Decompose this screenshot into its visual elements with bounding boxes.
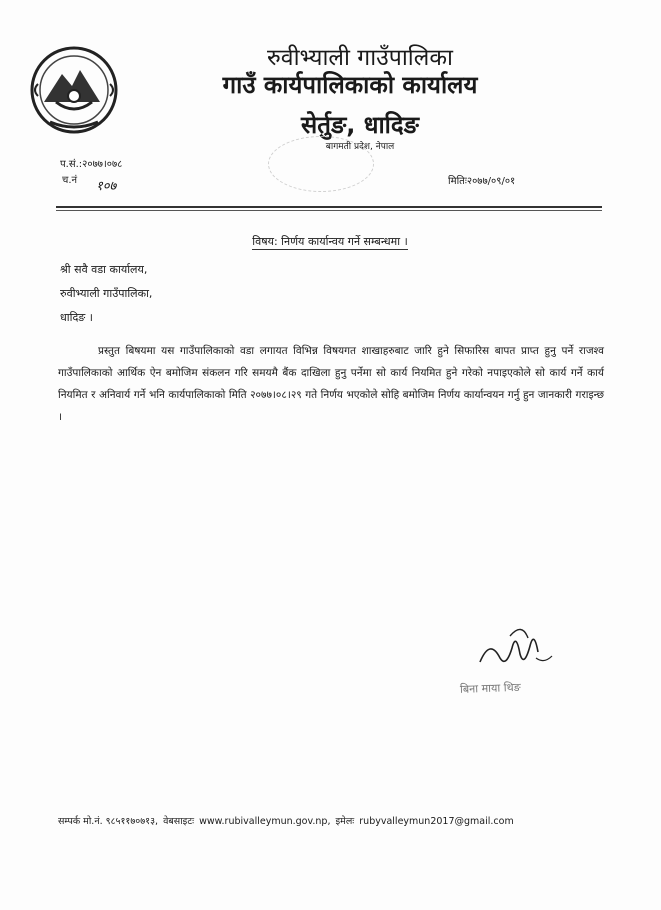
municipality-name: रुवीभ्याली गाउँपालिका	[267, 45, 453, 71]
email-link[interactable]: rubyvalleymun2017@gmail.com	[359, 816, 514, 827]
website-label: वेबसाइटः	[163, 816, 195, 827]
office-location: सेर्तुङ, धादिङ	[301, 111, 419, 139]
addressee-line-1: श्री सवै वडा कार्यालय,	[60, 263, 148, 276]
office-name: गाउँ कार्यपालिकाको कार्यालय	[222, 71, 478, 99]
subject-text: विषय: निर्णय कार्यान्वय गर्ने सम्बन्धमा ।	[252, 235, 408, 248]
letter-body: प्रस्तुत बिषयमा यस गाउँपालिकाको वडा लगायत विभिन्न विषयगत शाखाहरुबाट जारि हुने सिफारिस बापत प्राप्त हुनु पर्ने राजश्व गाउँपालिकाको आर्थिक ऐन बमोजिम संकलन गरि समयमै बैंक दाखिला हुनु पर्नेमा सो कार्य नियमित हुने गरेको नपाइएकोले सो कार्य गर्ने कार्य नियमित र अनिवार्य गर्ने भनि कार्यपालिकाको मिति २०७७।०८।२९ गते निर्णय भएकोले सोहि बमोजिम निर्णय कार्यान्वयन गर्नु हुन जानकारी गराइन्छ ।	[58, 345, 604, 423]
dispatch-number-label: च.नं	[62, 175, 78, 186]
signer-stamp-name: बिना माया थिङ	[459, 680, 521, 696]
reference-number: प.सं.:२०७७।०७८	[60, 159, 123, 170]
website-link[interactable]: www.rubivalleymun.gov.np,	[199, 816, 331, 827]
contact-phone: सम्पर्क मो.नं. ९८५११७०७१३,	[58, 816, 159, 827]
header-divider	[56, 206, 602, 208]
province-name: बागमती प्रदेश, नेपाल	[325, 142, 395, 152]
signature-icon	[470, 618, 560, 676]
government-emblem-icon	[28, 44, 120, 136]
addressee-line-2: रुवीभ्याली गाउँपालिका,	[60, 287, 153, 300]
header-divider-thin	[56, 210, 602, 211]
faint-stamp	[268, 136, 374, 192]
dispatch-number-value: १०७	[96, 179, 117, 194]
contact-footer	[58, 814, 618, 827]
addressee-line-3: धादिङ ।	[60, 311, 93, 324]
letter-date: मितिः२०७७/०९/०१	[448, 176, 516, 187]
email-label: इमेलः	[335, 816, 355, 827]
subject-line	[150, 234, 510, 249]
